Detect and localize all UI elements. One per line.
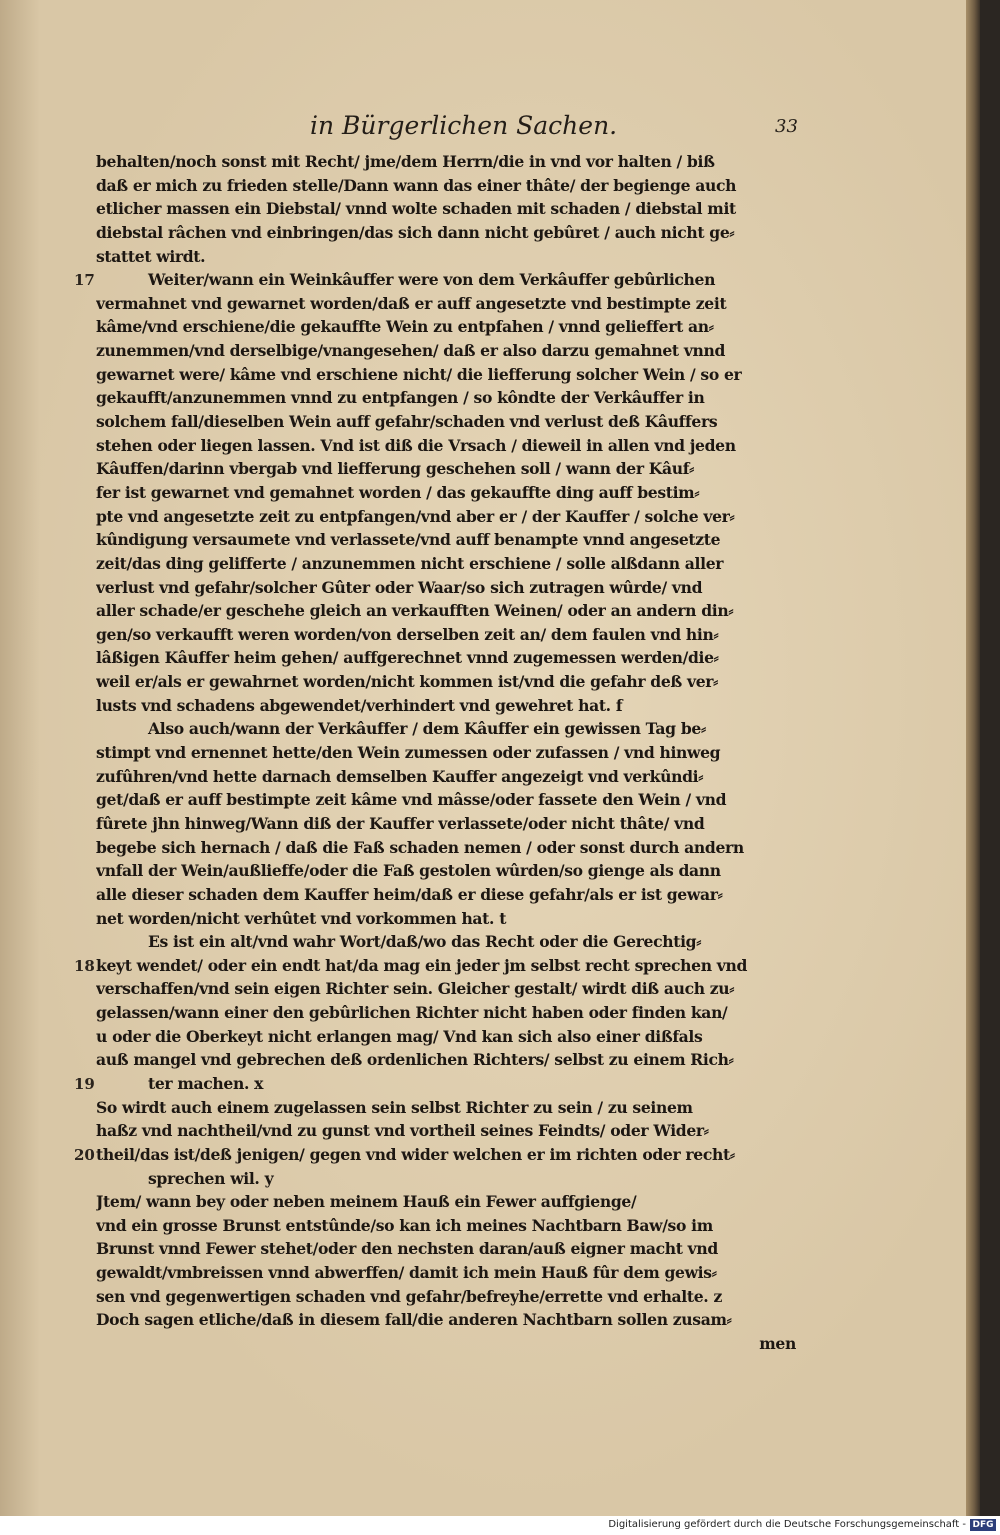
text-line: gewaldt/vmbreissen vnnd abwerffen/ damit ich mein Hauß fûr dem gewis⸗ bbox=[96, 1263, 717, 1283]
text-line: ter machen. x bbox=[148, 1073, 264, 1093]
text-line: vnd ein grosse Brunst entstûnde/so kan ich meines Nachtbarn Baw/so im bbox=[96, 1215, 713, 1235]
text-line: gewarnet were/ kâme vnd erschiene nicht/ die liefferung solcher Wein / so er bbox=[96, 364, 742, 384]
margin-number: 18 bbox=[74, 957, 95, 976]
body-text bbox=[96, 150, 796, 1356]
text-line: daß er mich zu frieden stelle/Dann wann das einer thâte/ der begienge auch bbox=[96, 175, 737, 195]
dfg-logo: DFG bbox=[970, 1519, 996, 1531]
text-line: solchem fall/dieselben Wein auff gefahr/schaden vnd verlust deß Kâuffers bbox=[96, 412, 718, 432]
text-line: diebstal râchen vnd einbringen/das sich dann nicht gebûret / auch nicht ge⸗ bbox=[96, 222, 735, 242]
footer-bar bbox=[0, 1516, 1000, 1535]
text-line: zufûhren/vnd hette darnach demselben Kauffer angezeigt vnd verkûndi⸗ bbox=[96, 766, 704, 786]
text-line: Brunst vnnd Fewer stehet/oder den nechsten daran/auß eigner macht vnd bbox=[96, 1239, 718, 1259]
page-number: 33 bbox=[775, 116, 798, 137]
footer-credit: Digitalisierung gefördert durch die Deutsche Forschungsgemeinschaft - bbox=[608, 1519, 966, 1530]
text-line: pte vnd angesetzte zeit zu entpfangen/vnd aber er / der Kauffer / solche ver⸗ bbox=[96, 506, 735, 526]
text-line: verschaffen/vnd sein eigen Richter sein. Gleicher gestalt/ wirdt diß auch zu⸗ bbox=[96, 979, 735, 999]
text-line: auß mangel vnd gebrechen deß ordenlichen Richters/ selbst zu einem Rich⸗ bbox=[96, 1050, 734, 1070]
text-line: theil/das ist/deß jenigen/ gegen vnd wider welchen er im richten oder recht⸗ bbox=[96, 1144, 735, 1164]
text-line: zeit/das ding gelifferte / anzunemmen nicht erschiene / solle alßdann aller bbox=[96, 553, 724, 573]
text-line: stimpt vnd ernennet hette/den Wein zumessen oder zufassen / vnd hinweg bbox=[96, 743, 721, 763]
text-line: verlust vnd gefahr/solcher Gûter oder Waar/so sich zutragen wûrde/ vnd bbox=[96, 577, 703, 597]
text-line: alle dieser schaden dem Kauffer heim/daß er diese gefahr/als er ist gewar⸗ bbox=[96, 884, 723, 904]
text-line: gen/so verkaufft weren worden/von derselben zeit an/ dem faulen vnd hin⸗ bbox=[96, 624, 719, 644]
text-line: Jtem/ wann bey oder neben meinem Hauß ein Fewer auffgienge/ bbox=[96, 1192, 637, 1212]
text-line: gekaufft/anzunemmen vnnd zu entpfangen / so kôndte der Verkâuffer in bbox=[96, 388, 705, 408]
text-line: Es ist ein alt/vnd wahr Wort/daß/wo das Recht oder die Gerechtig⸗ bbox=[148, 932, 702, 952]
text-line: net worden/nicht verhûtet vnd vorkommen hat. t bbox=[96, 908, 507, 928]
text-line: etlicher massen ein Diebstal/ vnnd wolte schaden mit schaden / diebstal mit bbox=[96, 199, 736, 219]
text-line: keyt wendet/ oder ein endt hat/da mag ein jeder jm selbst recht sprechen vnd bbox=[96, 955, 748, 975]
text-line: zunemmen/vnd derselbige/vnangesehen/ daß er also darzu gemahnet vnnd bbox=[96, 341, 726, 361]
text-line: sen vnd gegenwertigen schaden vnd gefahr/befreyhe/errette vnd erhalte. z bbox=[96, 1286, 722, 1306]
text-line: men bbox=[759, 1334, 796, 1354]
text-line: aller schade/er geschehe gleich an verkaufften Weinen/ oder an andern din⸗ bbox=[96, 601, 734, 621]
page-edge bbox=[966, 0, 980, 1516]
text-line: fer ist gewarnet vnd gemahnet worden / das gekauffte ding auff bestim⸗ bbox=[96, 482, 700, 502]
text-line: kâme/vnd erschiene/die gekauffte Wein zu entpfahen / vnnd gelieffert an⸗ bbox=[96, 317, 714, 337]
text-line: weil er/als er gewahrnet worden/nicht kommen ist/vnd die gefahr deß ver⸗ bbox=[96, 672, 718, 692]
text-line: behalten/noch sonst mit Recht/ jme/dem Herrn/die in vnd vor halten / biß bbox=[96, 152, 715, 171]
running-head: in Bürgerlichen Sachen. bbox=[310, 111, 618, 140]
text-line: vnfall der Wein/außlieffe/oder die Faß gestolen wûrden/so gienge als dann bbox=[96, 861, 721, 881]
text-line: Weiter/wann ein Weinkâuffer were von dem Verkâuffer gebûrlichen bbox=[148, 270, 716, 290]
text-line: sprechen wil. y bbox=[148, 1168, 274, 1188]
text-line: stattet wirdt. bbox=[96, 246, 206, 266]
text-line: gelassen/wann einer den gebûrlichen Richter nicht haben oder finden kan/ bbox=[96, 1003, 728, 1023]
book-spine-shadow bbox=[980, 0, 1000, 1516]
text-line: lâßigen Kâuffer heim gehen/ auffgerechnet vnnd zugemessen werden/die⸗ bbox=[96, 648, 719, 668]
text-line: get/daß er auff bestimpte zeit kâme vnd mâsse/oder fassete den Wein / vnd bbox=[96, 790, 727, 810]
text-line: So wirdt auch einem zugelassen sein selbst Richter zu sein / zu seinem bbox=[96, 1097, 693, 1117]
text-line: lusts vnd schadens abgewendet/verhindert vnd gewehret hat. f bbox=[96, 695, 623, 715]
text-line: u oder die Oberkeyt nicht erlangen mag/ Vnd kan sich also einer dißfals bbox=[96, 1026, 703, 1046]
text-line: Doch sagen etliche/daß in diesem fall/die anderen Nachtbarn sollen zusam⸗ bbox=[96, 1310, 732, 1330]
text-line: Kâuffen/darinn vbergab vnd liefferung geschehen soll / wann der Kâuf⸗ bbox=[96, 459, 694, 479]
text-line: vermahnet vnd gewarnet worden/daß er auff angesetzte vnd bestimpte zeit bbox=[96, 293, 727, 313]
text-line: fûrete jhn hinweg/Wann diß der Kauffer verlassete/oder nicht thâte/ vnd bbox=[96, 813, 705, 833]
text-line: stehen oder liegen lassen. Vnd ist diß die Vrsach / dieweil in allen vnd jeden bbox=[96, 435, 736, 455]
margin-number: 17 bbox=[74, 271, 95, 290]
margin-number: 19 bbox=[74, 1075, 95, 1094]
text-line: Also auch/wann der Verkâuffer / dem Kâuffer ein gewissen Tag be⸗ bbox=[148, 719, 706, 739]
text-line: haßz vnd nachtheil/vnd zu gunst vnd vortheil seines Feindts/ oder Wider⸗ bbox=[96, 1121, 709, 1141]
text-line: begebe sich hernach / daß die Faß schaden nemen / oder sonst durch andern bbox=[96, 837, 744, 857]
margin-number: 20 bbox=[74, 1146, 95, 1165]
text-line: kûndigung versaumete vnd verlassete/vnd auff benampte vnnd angesetzte bbox=[96, 530, 721, 550]
